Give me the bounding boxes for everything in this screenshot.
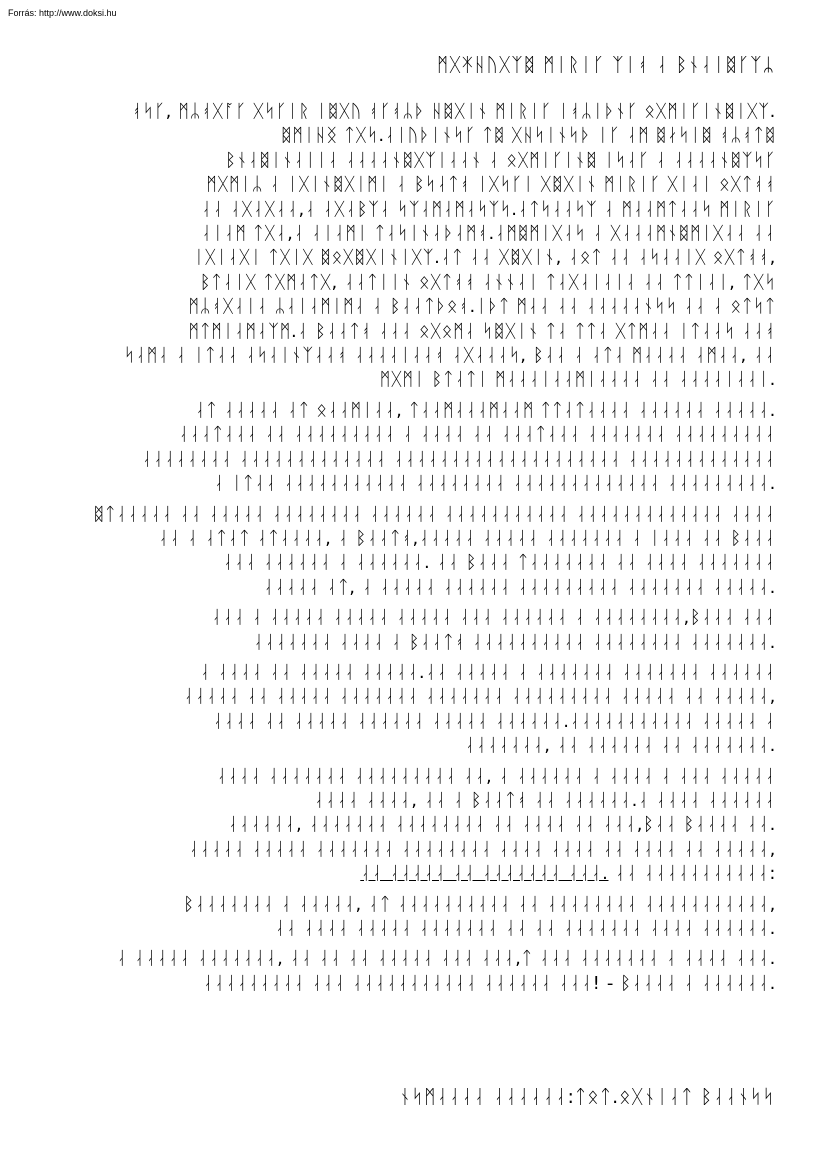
paragraph bbox=[56, 503, 776, 601]
paragraph bbox=[56, 893, 776, 942]
text-line: ᛒᛏᛆᛁᚷ ᛏᚷᛗᛆᛏᚷ, ᛆᛆᛏᛁᛁᚾ ᛟᚷᛏᚮᚮ ᛆᚾᚾᛆᛁ ᛏᛆᚷᛆᛁᛆᛁᛆ ᛆᛆ ᛏᛏᛁᛆᛁ, ᛏᚷᛋ bbox=[199, 271, 776, 293]
paragraph bbox=[56, 661, 776, 759]
text-line: ᛆᛆ ᛆ ᛆᛏᛆᛏ ᛆᛏᛆᛆᛆᛆ, ᛆ ᛒᛆᛆᛏᚮ,ᛆᛆᛆᛆᛆ ᛆᛆᛆᛆᛆ ᛆᛆᛆᛆᛆᛆᛆ ᛆ ᛁᛆᛆᛆ ᛆᛆ ᛒᛆᛆᛆ bbox=[158, 527, 776, 549]
paragraph bbox=[56, 947, 776, 996]
text-line: ᛆᛆᛆᛆ ᛆᛆ ᛆᛆᛆᛆᛆ ᛆᛆᛆᛆᛆᛆ ᛆᛆᛆᛆᛆ ᛆᛆᛆᛆᛆᛆ.ᛆᛆᛆᛆᛆᛆᛆᛆᛆᛆᛆ ᛆᛆᛆᛆᛆ ᛆ bbox=[212, 710, 776, 732]
text-line: ᛆᛆᛆᛆᛆ ᛆᛆᛆᛆᛆ ᛆᛆᛆᛆᛆᛆᛆ ᛆᛆᛆᛆᛆᛆᛆᛆ ᛆᛆᛆᛆ ᛆᛆᛆᛆ ᛆᛆ ᛆᛆᛆᛆ ᛆᛆ ᛆᛆᛆᛆᛆ, bbox=[188, 838, 776, 860]
text-line: ᚮᛋᚴ, ᛗᛦᚮᚷᚪᚴ ᚷᛋᚴᛁᚱ ᛁᛥᚷᚢ ᚮᚴᚮᛦᚦ ᚺᛥᚷᛁᚾ ᛗᛁᚱᛁᚴ ᛁᚮᛦᛁᚦᚾᚴ ᛟᚷᛗᛁᚴᛁᚾᛥᛁᚷᛉ. bbox=[131, 101, 776, 122]
text-line: ᛒᛆᛆᛆᛆᛆᛆᛆ ᛆ ᛆᛆᛆᛆᛆ, ᛆᛏ ᛆᛆᛆᛆᛆᛆᛆᛆᛆᛆ ᛆᛆ ᛆᛆᛆᛆᛆᛆᛆᛆ ᛆᛆᛆᛆᛆᛆᛆᛆᛆᛆᛆ, bbox=[183, 893, 776, 915]
paragraph bbox=[56, 606, 776, 655]
text-line: ᛗᚷᛗᛁ ᛒᛏᛆᛏᛁ ᛗᛆᛆᛆᛁᛆᛆᛗᛁᛆᛆᛆᛆ ᛆᛆ ᛆᛆᛆᛆᛁᛆᛆᛁ. bbox=[379, 369, 776, 391]
text-line: ᛆᛆᛆᛆᛆᛆᛆ, ᛆᛆ ᛆᛆᛆᛆᛆᛆ ᛆᛆ ᛆᛆᛆᛆᛆᛆᛆ. bbox=[464, 735, 776, 757]
paragraph bbox=[56, 399, 776, 497]
text-line: ᛆᛆᛆᛆᛆᛆ, ᛆᛆᛆᛆᛆᛆᛆ ᛆᛆᛆᛆᛆᛆᛆᛆ ᛆᛆ ᛆᛆᛆᛆ ᛆᛆ ᛆᛆᛆ,ᛒᛆᛆ ᛒᛆᛆᛆᛆ ᛆᛆ. bbox=[227, 814, 776, 836]
text-line: ᛆᛆᛆᛆ ᛆᛆᛆᛆᛆᛆᛆ ᛆᛆᛆᛆᛆᛆᛆᛆᛆ ᛆᛆ, ᛆ ᛆᛆᛆᛆᛆᛆ ᛆ ᛆᛆᛆᛆ ᛆ ᛆᛆᛆ ᛆᛆᛆᛆᛆ bbox=[216, 765, 776, 787]
text-line: ᛆᛆᛆ ᛆ ᛆᛆᛆᛆᛆ ᛆᛆᛆᛆᛆ ᛆᛆᛆᛆᛆ ᛆᛆᛆ ᛆᛆᛆᛆᛆᛆ ᛆ ᛆᛆᛆᛆᛆᛆᛆᛆ,ᛒᛆᛆᛆ ᛆᛆᛆ bbox=[211, 607, 776, 629]
underlined-phrase: ᛆᛆ ᛆᛆᛆᛆᛆ ᛆᛆ ᛆᛆᛆᛆᛆᛆᛆ ᛆᛆᛆ. bbox=[360, 863, 609, 885]
text-line: ᛗᛦᚮᚷᛆᛁᛆ ᛦᛆᛁᛆᛗᛁᛗᛆ ᛆ ᛒᛆᛆᛏᚦᛟᚮ.ᛁᚦᛏ ᛗᛆᛆ ᛆᛆ ᛆᛆᛆᛆᛆᚾᛋᛋ ᛆᛆ ᛆ ᛟᛏᛋᛏ bbox=[188, 296, 776, 318]
text-line: ᛒᚾᛆᛥᛁᚾᛆᛁᛁᛆ ᛆᛆᛆᛆᚾᛥᚷᛉᛁᛆᛆᚾ ᛆ ᛟᚷᛗᛁᚴᛁᚾᛥ ᛁᛋᛆᚴ ᛆ ᛆᛆᛆᛆᚾᛥᛉᛋᚴ bbox=[225, 149, 776, 171]
text-line: ᛆᛆᛆᛆᛆ ᛆᛏ, ᛆ ᛆᛆᛆᛆᛆ ᛆᛆᛆᛆᛆᛆ ᛆᛆᛆᛆᛆᛆᛆᛆᛆ ᛆᛆᛆᛆᛆᛆᛆ ᛆᛆᛆᛆᛆ. bbox=[263, 576, 776, 598]
text-line: ᛆᛆ ᛆᛆᛆᛆ ᛆᛆᛆᛆᛆ ᛆᛆᛆᛆᛆᛆᛆ ᛆᛆ ᛆᛆ ᛆᛆᛆᛆᛆᛆᛆ ᛆᛆᛆᛆ ᛆᛆᛆᛆᛆᛆ. bbox=[274, 918, 776, 939]
text-line: ᛥᛗᛁᚺᛝ ᛏᚷᛋ.ᛆᛁᚢᚦᛁᚾᛋᚴ ᛏᛥ ᚷᚺᛋᛁᚾᛋᚦ ᛁᚴ ᛆᛗ ᛥᛅᛋᛁᛥ ᚮᛦᚮᛏᛥ bbox=[280, 125, 776, 147]
text-line: ᛆᛆᛆ ᛆᛆᛆᛆᛆᛆ ᛆ ᛆᛆᛆᛆᛆᛆ. ᛆᛆ ᛒᛆᛆᛆ ᛏᛆᛆᛆᛆᛆᛆᛆ ᛆᛆ ᛆᛆᛆᛆ ᛆᛆᛆᛆᛆᛆᛆ bbox=[222, 552, 776, 574]
text-line: ᛋᛆᛗᛆ ᛆ ᛁᛏᛆᛆ ᛆᛋᛆᛁᚾᛉᛆᛆᚮ ᛆᛆᛆᛆᛁᛆᛆᚮ ᛆᚷᛆᛆᛆᛋ, ᛒᛆᛆ ᛆ ᛆᛏᛆ ᛗᛆᛆᛆᛆ ᛆᛗᛆᛆ, ᛆᛆ bbox=[123, 345, 776, 367]
text-line: ᛁᚷᛁᛆᚷᛁ ᛏᚷᛁᚷ ᛥᛟᚷᛥᚷᛁᚾᛁᚷᛉ.ᛆᛏ ᛆᛆ ᚷᛥᚷᛁᚾ, ᛆᛟᛏ ᛆᛆ ᛆᛋᛆᛆᛁᚷ ᛟᚷᛏᚮᚮ, bbox=[193, 247, 776, 269]
text-line: ᛆ ᛆᛆᛆᛆᛆ ᛆᛆᛆᛆᛆᛆᛆ, ᛆᛆ ᛆᛆ ᛆᛆ ᛆᛆᛆᛆᛆ ᛆᛆᛆ ᛆᛆᛆ,ᛏ ᛆᛆᛆ ᛆᛆᛆᛆᛆᛆᛆ ᛆ ᛆᛆᛆᛆ ᛆᛆᛆ. bbox=[116, 948, 776, 970]
text-line: ᛆᛆᛆᛆᛆᛆᛆ ᛆᛆᛆᛆ ᛆ ᛒᛆᛆᛏᚮ ᛆᛆᛆᛆᛆᛆᛆᛆᛆᛆ ᛆᛆᛆᛆᛆᛆᛆᛆ ᛆᛆᛆᛆᛆᛆᛆ. bbox=[252, 631, 776, 653]
source-label: Forrás: http://www.doksi.hu bbox=[8, 8, 117, 18]
text-line: ᛆᛆᛆᛆᛆᛆᛆᛆᛆ ᛆᛆᛆ ᛆᛆᛆᛆᛆᛆᛆᛆᛆᛆᛆ ᛆᛆᛆᛆᛆᛆ ᛆᛆᛆ! - ᛒᛆᛆᛆᛆ ᛆ ᛆᛆᛆᛆᛆᛆ. bbox=[202, 972, 776, 994]
paragraph bbox=[56, 765, 776, 887]
text-line: ᛆᛁᛆᛗ ᛏᚷᛆ,ᛆ ᛆᛁᛆᛗᛁ ᛏᛆᛋᛁᚾᛆᚦᛆᛗᚮ.ᛆᛗᛥᛗᛁᚷᛆᛋ ᛆ ᚷᛆᛆᛆᛗᚾᛥᛗᛁᚷᛆᛆ ᛆᛆ bbox=[201, 223, 776, 245]
text-line: ᛥᛏᛆᛆᛆᛆᛆ ᛆᛆ ᛆᛆᛆᛆᛆ ᛆᛆᛆᛆᛆᛆᛆᛆ ᛆᛆᛆᛆᛆᛆ ᛆᛆᛆᛆᛆᛆᛆᛆᛆᛆᛆ ᛆᛆᛆᛆᛆᛆᛆᛆᛆᛆᛆᛆᛆ ᛆᛆᛆᛆ bbox=[93, 503, 776, 525]
text-line: ᛆᛆᛆᛏᛆᛆᛆ ᛆᛆ ᛆᛆᛆᛆᛆᛆᛆᛆᛆ ᛆ ᛆᛆᛆᛆ ᛆᛆ ᛆᛆᛆᛏᛆᛆᛆ ᛆᛆᛆᛆᛆᛆᛆ ᛆᛆᛆᛆᛆᛆᛆᛆᛆ bbox=[178, 424, 776, 446]
text-line: ᛆᛆ ᛆᛆᛆᛆᛆ ᛆᛆ ᛆᛆᛆᛆᛆᛆᛆ ᛆᛆᛆ. ᛆᛆ ᛆᛆᛆᛆᛆᛆᛆᛆᛆᛆᛆ: bbox=[360, 863, 776, 885]
text-line: ᛆᛏ ᛆᛆᛆᛆᛆ ᛆᛏ ᛟᛆᛆᛗᛁᛆᛆ, ᛏᛆᛆᛗᛆᛆᛆᛗᛆᛆᛗ ᛏᛏᛆᛏᛆᛆᛆᛆ ᛆᛆᛆᛆᛆᛆ ᛆᛆᛆᛆᛆ. bbox=[194, 399, 776, 421]
text-line: ᛆᛆᛆᛆᛆ ᛆᛆ ᛆᛆᛆᛆᛆ ᛆᛆᛆᛆᛆᛆᛆ ᛆᛆᛆᛆᛆᛆᛆ ᛆᛆᛆᛆᛆᛆᛆᛆᛆ ᛆᛆᛆᛆᛆ ᛆᛆ ᛆᛆᛆᛆᛆ, bbox=[183, 686, 776, 708]
text-line: ᛆ ᛁᛏᛆᛆ ᛆᛆᛆᛆᛆᛆᛆᛆᛆᛆᛆ ᛆᛆᛆᛆᛆᛆᛆᛆ ᛆᛆᛆᛆᛆᛆᛆᛆᛆᛆᛆᛆᛆ ᛆᛆᛆᛆᛆᛆᛆᛆᛆ. bbox=[213, 473, 776, 495]
document-body bbox=[56, 100, 776, 1002]
text-line: ᛗᚷᛗᛁᛦ ᛆ ᛁᚷᛁᚾᛥᚷᛁᛗᛁ ᛆ ᛒᛋᛆᛏᚮ ᛁᚷᛋᚴᛁ ᚷᛥᚷᛁᚾ ᛗᛁᚱᛁᚴ ᚷᛁᛆᛁ ᛟᚷᛏᚮᚮ bbox=[206, 174, 776, 196]
text-line: ᛆ ᛆᛆᛆᛆ ᛆᛆ ᛆᛆᛆᛆᛆ ᛆᛆᛆᛆᛆ.ᛆᛆ ᛆᛆᛆᛆᛆ ᛆ ᛆᛆᛆᛆᛆᛆᛆ ᛆᛆᛆᛆᛆᛆᛆ ᛆᛆᛆᛆᛆᛆ bbox=[199, 661, 776, 683]
text-line: ᛆᛆ ᛆᚷᛆᚷᛆᛆ,ᛆ ᛆᚷᛆᛒᛉᛆ ᛋᛉᛆᛗᛆᛗᛆᛋᛉᛋ.ᛆᛏᛋᛆᛆᛋᛉ ᛆ ᛗᛆᛆᛗᛏᛆᛆᛋ ᛗᛁᚱᛁᚴ bbox=[201, 198, 776, 220]
author-footer: ᚾᛋᛗᛆᛆᛆᛆ ᛆᛆᛆᛆᛆᛆ:ᛏᛟᛏ.ᛟᚷᚾᛁᛆᛏ ᛒᛆᛆᚾᛋᛋ bbox=[399, 1086, 775, 1108]
paragraph bbox=[56, 100, 776, 393]
page-title: ᛗᚷᛡᚺᚢᚷᛉᛥ ᛗᛁᚱᛁᚴ ᛉᛁᚮ ᛆ ᛒᚾᛆᛁᛥᚴᛉᛦ bbox=[436, 54, 775, 76]
text-line: ᛗᛏᛗᛁᛆᛗᛆᛉᛗ.ᛆ ᛒᛆᛆᛏᚮ ᛆᛆᛆ ᛟᚷᛟᛗᛆ ᛋᛥᚷᛁᚾ ᛏᛆ ᛏᛏᛆ ᚷᛏᛗᛆᛆ ᛁᛏᛆᛆᛋ ᛆᛆᚮ bbox=[188, 320, 776, 342]
text-line: ᛆᛆᛆᛆᛆᛆᛆᛆ ᛆᛆᛆᛆᛆᛆᛆᛆᛆᛆᛆᛆᛆ ᛆᛆᛆᛆᛆᛆᛆᛆᛆᛆᛆᛆᛆᛆᛆᛆᛆᛆᛆᛆ ᛆᛆᛆᛆᛆᛆᛆᛆᛆᛆᛆᛆᛆ bbox=[141, 448, 776, 470]
text-line: ᛆᛆᛆᛆ ᛆᛆᛆᛆ, ᛆᛆ ᛆ ᛒᛆᛆᛏᚮ ᛆᛆ ᛆᛆᛆᛆᛆᛆ.ᛆ ᛆᛆᛆᛆ ᛆᛆᛆᛆᛆᛆ bbox=[313, 789, 776, 811]
